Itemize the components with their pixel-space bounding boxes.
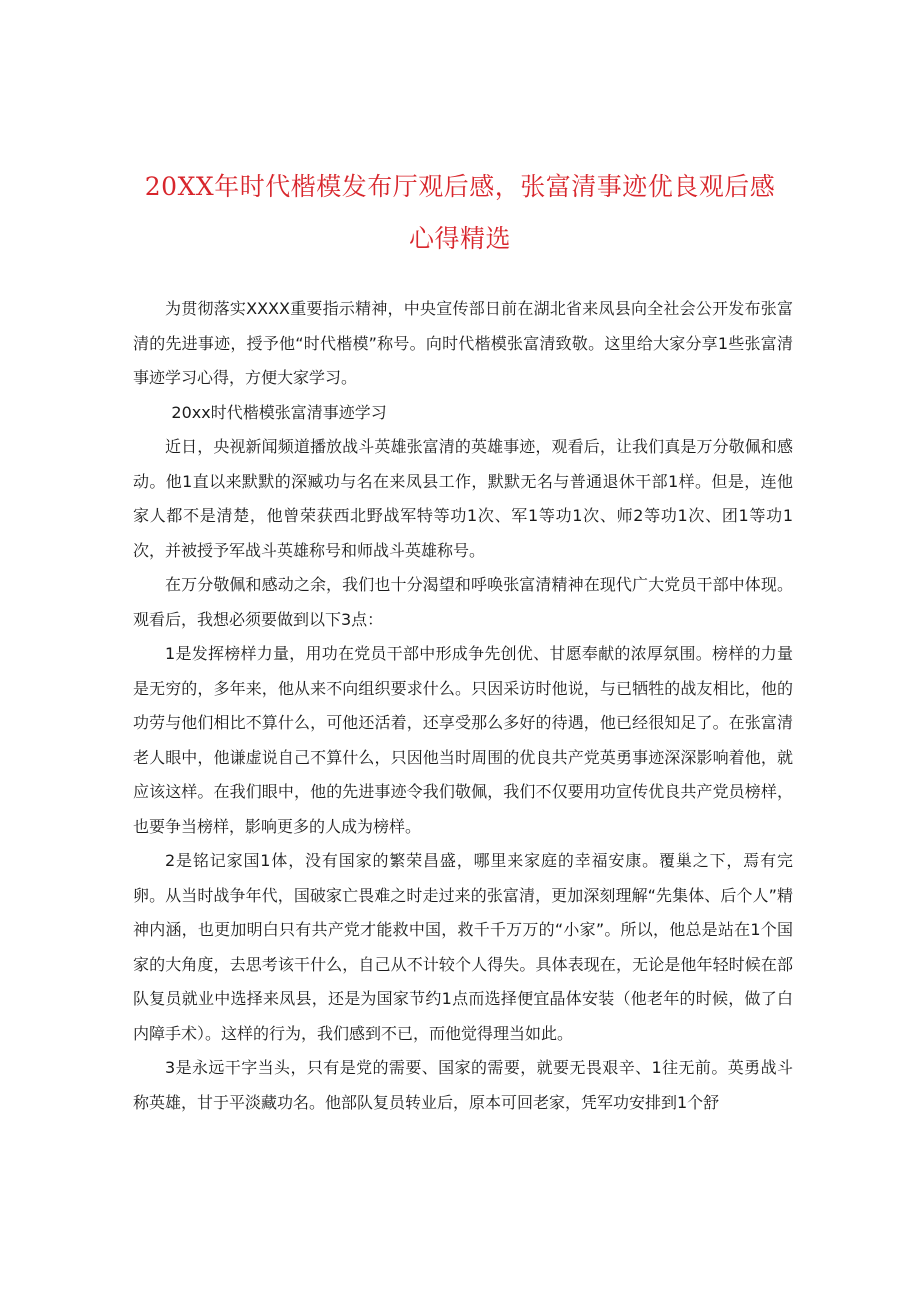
paragraph-intro: 为贯彻落实XXXX重要指示精神，中央宣传部日前在湖北省来凤县向全社会公开发布张富清的先进事迹，授予他“时代楷模”称号。向时代楷模张富清致敬。这里给大家分享1些张富清事迹学习心得，方便大家学习。 — [133, 299, 793, 387]
paragraph-three-points: 在万分敬佩和感动之余，我们也十分渴望和呼唤张富清精神在现代广大党员干部中体现。观看后，我想必须要做到以下3点： — [133, 575, 793, 629]
paragraph-recent: 近日，央视新闻频道播放战斗英雄张富清的英雄事迹，观看后，让我们真是万分敬佩和感动。他1直以来默默的深臧功与名在来凤县工作，默默无名与普通退休干部1样。但是，连他家人都不是清楚，他曾荣获西北野战军特等功1次、军1等功1次、师2等功1次、团1等功1次，并被授予军战斗英雄称号和师战斗英雄称号。 — [133, 437, 793, 560]
document-title-line-2: 心得精选 — [408, 224, 511, 253]
paragraph-point-1: 1是发挥榜样力量，用功在党员干部中形成争先创优、甘愿奉献的浓厚氛围。榜样的力量是无穷的，多年来，他从来不向组织要求什么。只因采访时他说，与已牺牲的战友相比，他的功劳与他们相比不算什么，可他还活着，还享受那么多好的待遇，他已经很知足了。在张富清老人眼中，他谦虚说自己不算什么，只因他当时周围的优良共产党英勇事迹深深影响着他，就应该这样。在我们眼中，他的先进事迹令我们敬佩，我们不仅要用功宣传优良共产党员榜样，也要争当榜样，影响更多的人成为榜样。 — [133, 644, 793, 836]
section-heading: 20xx时代楷模张富清事迹学习 — [171, 402, 387, 422]
paragraph-point-2: 2是铭记家国1体，没有国家的繁荣昌盛，哪里来家庭的幸福安康。覆巢之下，焉有完卵。从当时战争年代，国破家亡畏难之时走过来的张富清，更加深刻理解“先集体、后个人”精神内涵，也更加明白只有共产党才能救中国，救千千万万的“小家”。所以，他总是站在1个国家的大角度，去思考该干什么，自己从不计较个人得失。具体表现在，无论是他年轻时候在部队复员就业中选择来凤县，还是为国家节约1点而选择便宜晶体安装（他老年的时候，做了白内障手术）。这样的行为，我们感到不已，而他觉得理当如此。 — [133, 851, 793, 1043]
paragraph-point-3: 3是永远干字当头，只有是党的需要、国家的需要，就要无畏艰辛、1往无前。英勇战斗称英雄，甘于平淡藏功名。他部队复员转业后，原本可回老家，凭军功安排到1个舒 — [133, 1058, 793, 1112]
document-body — [133, 292, 793, 1120]
document-title-line-1: 20XX年时代楷模发布厅观后感，张富清事迹优良观后感 — [144, 172, 776, 201]
